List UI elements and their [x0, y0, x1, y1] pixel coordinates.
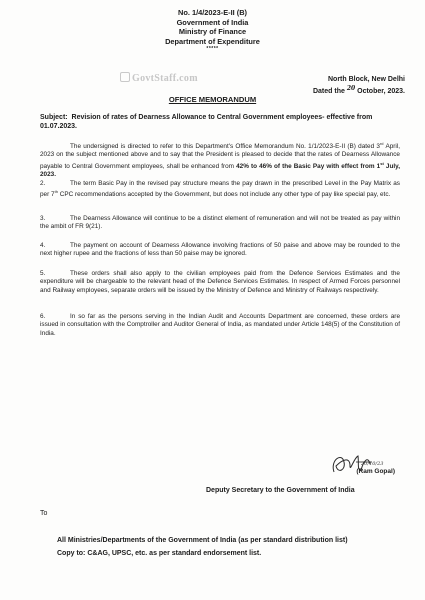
header-stars: ***** [206, 46, 219, 53]
distribution-line: All Ministries/Departments of the Government of India (as per standard distribution list) [57, 537, 348, 544]
department-line: Department of Expenditure [165, 36, 260, 46]
paragraph-6: 6. In so far as the persons serving in the Indian Audit and Accounts Department are concerned, these orders are issued in consultation with the Comptroller and Auditor General of India, as mandated under Article 148(5) of the Constitution of India. [40, 313, 400, 337]
address-block [245, 75, 405, 96]
distribution-block [57, 534, 407, 560]
watermark-text: GovtStaff.com [132, 73, 198, 84]
paragraph-5: 5. These orders shall also apply to the civilian employees paid from the Defence Services Estimates and the expenditure will be chargeable to the relevant head of the Defence Services Estimates. In respect of Armed Forces personnel and Railway employees, separate orders will be issued by the Ministry of Defence and Ministry of Railways respectively. [40, 270, 400, 294]
ministry-line: Ministry of Finance [178, 27, 247, 37]
subject-label: Subject: [40, 114, 68, 121]
government-line: Government of India [176, 17, 249, 27]
place-line: North Block, New Delhi [327, 76, 405, 83]
memo-title: OFFICE MEMORANDUM [168, 95, 257, 104]
to-label: To [40, 510, 48, 517]
watermark-logo [120, 72, 198, 84]
subject-block [40, 113, 395, 131]
paragraph-4: 4. The payment on account of Dearness Allowance involving fractions of 50 paise and above may be rounded to the next higher rupee and the fractions of less than 50 paise may be ignored. [40, 242, 400, 258]
paragraph-3: 3. The Dearness Allowance will continue to be a distinct element of remuneration and will not be treated as pay within the ambit of FR 9(21). [40, 215, 400, 231]
signatory-designation: Deputy Secretary to the Government of India [206, 487, 355, 494]
header-block [0, 8, 425, 52]
date-line: Dated the 20 October, 2023. [312, 85, 405, 95]
watermark-icon [120, 72, 130, 82]
copy-to-line: Copy to: C&AG, UPSC, etc. as per standard endorsement list. [57, 550, 262, 557]
handwritten-date: 20 [346, 85, 356, 92]
signatory-name: (Ram Gopal) [356, 468, 395, 475]
subject-text: Revision of rates of Dearness Allowance to Central Government employees- effective from 01.07.2023. [40, 114, 373, 130]
paragraph-1: The undersigned is directed to refer to this Department's Office Memorandum No. 1/1/2023-E-II (B) dated 3rd April, 2023 on the subject mentioned above and to say that the President is pleased to decide that the rates of Dearness Allowance payable to Central Government employees, shall be enhanced from 42% to 46% of the Basic Pay with effect from 1st July, 2023. [40, 141, 400, 179]
signature-date: 20/10/23 [361, 461, 384, 467]
file-number: No. 1/4/2023-E-II (B) [178, 8, 247, 17]
paragraph-2: 2. The term Basic Pay in the revised pay structure means the pay drawn in the prescribed Level in the Pay Matrix as per 7th CPC recommendations accepted by the Government, but does not include any other type of pay like special pay, etc. [40, 180, 400, 199]
